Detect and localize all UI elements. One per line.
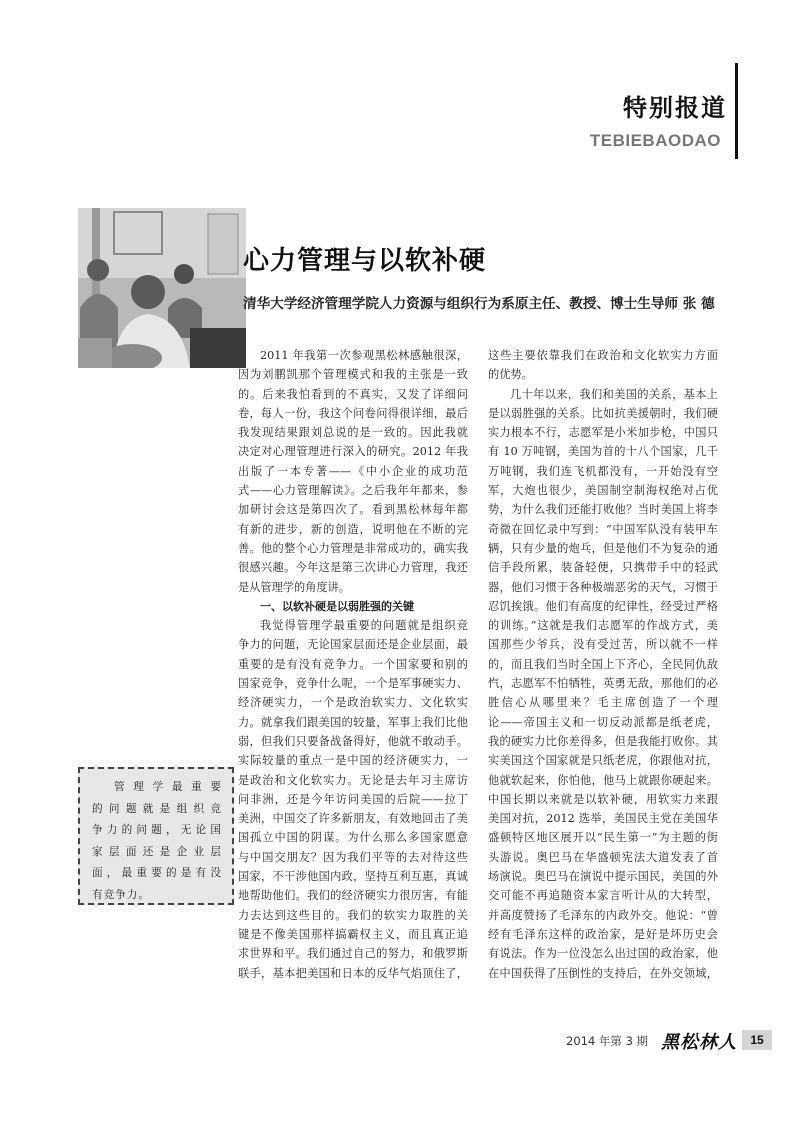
pull-quote-line: 面，最重要的是有没 bbox=[92, 867, 222, 879]
right-column bbox=[488, 346, 718, 983]
text-line: 中国长期以来就是以软补硬，用软实力来跟 bbox=[488, 792, 718, 806]
text-line: 是以弱胜强的关系。比如抗美援朝时，我们硬 bbox=[488, 406, 718, 420]
text-line: 美洲，中国交了许多新朋友，有效地回击了美 bbox=[238, 812, 468, 826]
pull-quote-line: 的问题就是组织竞 bbox=[92, 802, 222, 815]
section-pinyin: TEBIEBAODAO bbox=[589, 131, 721, 150]
text-line: 经有毛泽东这样的政治家，是好是坏历史会 bbox=[488, 927, 718, 941]
text-line: 实力根本不行，志愿军是小米加步枪，中国只 bbox=[488, 426, 718, 440]
text-line: 地帮助他们。我们的经济硬实力很厉害，有能 bbox=[238, 889, 468, 903]
text-line: 重要的是有没有竞争力。一个国家要和别的 bbox=[238, 657, 468, 671]
text-line: 决定对心理管理进行深入的研究。2012 年我 bbox=[238, 445, 468, 459]
text-line: 出版了一本专著——《中小企业的成功范 bbox=[238, 464, 468, 478]
text-line: 他就软起来，你怕他，他马上就跟你硬起来。 bbox=[488, 773, 718, 787]
page-number: 15 bbox=[742, 1030, 772, 1050]
section-title: 特别报道 bbox=[623, 94, 727, 122]
text-line: 器，他们习惯于各种极端恶劣的天气，习惯于 bbox=[488, 580, 718, 594]
text-line: 与中国交朋友？因为我们平等的去对待这些 bbox=[238, 850, 468, 864]
text-line: 的训练。”这就是我们志愿军的作战方式，美 bbox=[488, 619, 718, 633]
text-line: 美国对抗，2012 选举，美国民主党在美国华 bbox=[488, 812, 718, 826]
text-line: 我的硬实力比你差得多，但是我能打败你。其 bbox=[488, 734, 718, 748]
text-line: 势，为什么我们还能打败他？当时美国上将李 bbox=[488, 503, 718, 517]
text-line: 交可能不再追随资本家言听计从的大转型， bbox=[488, 889, 718, 903]
text-line: 力。就拿我们跟美国的较量，军事上我们比他 bbox=[238, 715, 468, 729]
text-line: 因为刘鹏凯那个管理模式和我的主张是一致 bbox=[238, 368, 468, 382]
text-line: 键是不像美国那样搞霸权主义，而且真正追 bbox=[238, 927, 468, 941]
text-line: 有说法。作为一位没怎么出过国的政治家，他 bbox=[488, 947, 718, 961]
magazine-logo: 黑松林人 bbox=[661, 1032, 737, 1053]
pull-quote-line: 有竞争力。 bbox=[92, 888, 150, 901]
text-line: 我发现结果跟刘总说的是一致的。因此我就 bbox=[238, 426, 468, 440]
text-line: 争力的问题，无论国家层面还是企业层面，最 bbox=[238, 638, 468, 652]
pull-quote-line: 争力的问题，无论国 bbox=[92, 824, 222, 836]
text-line: 问非洲，还是今年访问美国的后院——拉丁 bbox=[238, 792, 468, 806]
text-line: 辆，只有少量的炮乓，但是他们不为复杂的通 bbox=[488, 541, 718, 555]
text-line: 胜信心从哪里来？毛主席创造了一个理 bbox=[488, 696, 718, 710]
text-line: 联手，基本把美国和日本的反华气焰顶住了， bbox=[238, 966, 468, 980]
text-line: 有新的进步，新的创造，说明他在不断的完 bbox=[238, 522, 468, 536]
author-photo bbox=[78, 208, 246, 368]
text-line: 的优势。 bbox=[488, 368, 533, 382]
text-line: 求世界和平。我们通过自己的努力，和俄罗斯 bbox=[238, 947, 468, 961]
article-byline: 清华大学经济管理学院人力资源与组织行为系原主任、教授、博士生导师 张 德 bbox=[243, 296, 715, 312]
pull-quote-line: 家层面还是企业层 bbox=[92, 845, 222, 858]
text-line: 并高度赞扬了毛泽东的内政外交。他说：“曾 bbox=[488, 908, 718, 922]
text-line: 国家竞争，竞争什么呢，一个是军事硬实力、 bbox=[238, 677, 468, 691]
text-line: 国那些少爷兵，没有受过苦，所以就不一样 bbox=[488, 638, 718, 652]
text-line: 论——帝国主义和一切反动派都是纸老虎， bbox=[488, 715, 718, 729]
text-line: 忾，志愿军不怕牺牲，英勇无敌，那他们的必 bbox=[488, 677, 718, 691]
text-line: 场演说。奥巴马在演说中提示国民，美国的外 bbox=[488, 870, 718, 884]
text-line: 经济硬实力，一个是政治软实力、文化软实 bbox=[238, 696, 468, 710]
text-line: 善。他的整个心力管理是非常成功的，确实我 bbox=[238, 541, 468, 555]
text-line: 几十年以来，我们和美国的关系，基本上 bbox=[510, 387, 718, 401]
left-column bbox=[238, 346, 468, 983]
text-line: 力去达到这些目的。我们的软实力取胜的关 bbox=[238, 908, 468, 922]
article-title: 心力管理与以软补硬 bbox=[243, 246, 487, 276]
header-rule bbox=[735, 63, 738, 159]
text-line: 的，而且我们当时全国上下齐心，全民同仇敌 bbox=[488, 657, 718, 671]
text-line: 这些主要依靠我们在政治和文化软实力方面 bbox=[488, 349, 718, 362]
text-line: 卷，每人一份，我这个问卷问得很详细，最后 bbox=[238, 406, 468, 420]
text-line: 军，大炮也很少，美国制空制海权绝对占优 bbox=[488, 484, 718, 498]
text-line: 国家，不干涉他国内政，坚持互利互惠，真诚 bbox=[238, 870, 468, 884]
text-line: 弱，但我们只要备战备得好，他就不敢动手。 bbox=[238, 734, 468, 748]
text-line: 奇微在回忆录中写到：“中国军队没有装甲车 bbox=[488, 522, 718, 536]
pull-quote bbox=[78, 767, 234, 905]
text-line: 很感兴趣。今年这是第三次讲心力管理，我还 bbox=[238, 561, 468, 575]
text-line: 是政治和文化软实力。无论是去年习主席访 bbox=[238, 773, 468, 787]
text-line: 盛顿特区地区展开以“民生第一”为主题的街 bbox=[488, 831, 718, 845]
text-line: 有 10 万吨钢，美国为首的十八个国家，几千 bbox=[488, 445, 718, 459]
text-line: 国孤立中国的阴谋。为什么那么多国家愿意 bbox=[238, 831, 468, 845]
text-line: 是从管理学的角度讲。 bbox=[238, 580, 350, 594]
text-line: 我觉得管理学最重要的问题就是组织竞 bbox=[260, 619, 468, 633]
text-line: 在中国获得了压倒性的支持后，在外交领域， bbox=[488, 966, 718, 980]
text-line: 信手段所累，装备轻便，只携带手中的轻武 bbox=[488, 561, 718, 575]
text-line: 实美国这个国家就是只纸老虎，你跟他对抗， bbox=[488, 754, 718, 768]
text-line: 加研讨会这是第四次了。看到黑松林每年都 bbox=[238, 503, 468, 517]
text-line: 的。后来我怕看到的不真实，又发了详细问 bbox=[238, 387, 468, 401]
text-line: 头游说。奥巴马在华盛顿宪法大道发表了首 bbox=[488, 850, 718, 864]
text-line: 式——心力管理解读》。之后我年年都来，参 bbox=[238, 484, 468, 498]
pull-quote-line: 管理学最重要 bbox=[114, 781, 222, 793]
text-line: 实际较量的重点一是中国的经济硬实力，一 bbox=[238, 754, 468, 768]
text-line: 2011 年我第一次参观黑松林感触很深， bbox=[260, 349, 468, 362]
text-line: 万吨钢，我们连飞机都没有，一开始没有空 bbox=[488, 464, 718, 478]
text-line: 忍饥挨饿。他们有高度的纪律性，经受过严格 bbox=[488, 599, 718, 613]
footer-issue: 2014 年第 3 期 bbox=[566, 1034, 649, 1048]
section-subheading: 一、以软补硬是以弱胜强的关键 bbox=[260, 599, 414, 613]
